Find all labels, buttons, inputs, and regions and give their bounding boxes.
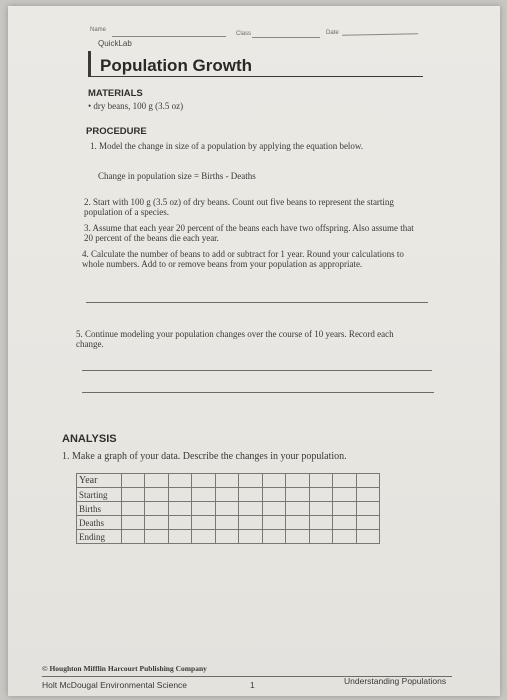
table-cell[interactable] — [239, 474, 262, 488]
worksheet-page — [8, 6, 500, 696]
table-cell[interactable] — [215, 488, 238, 502]
table-cell[interactable] — [333, 530, 356, 544]
table-cell[interactable] — [239, 488, 262, 502]
table-cell[interactable] — [286, 516, 309, 530]
table-row — [77, 474, 380, 488]
population-equation: Change in population size = Births - Deaths — [98, 171, 256, 181]
table-cell[interactable] — [286, 502, 309, 516]
table-cell[interactable] — [286, 488, 309, 502]
table-cell[interactable] — [168, 516, 191, 530]
table-cell[interactable] — [215, 516, 238, 530]
page-number: 1 — [250, 680, 255, 690]
table-cell[interactable] — [262, 530, 285, 544]
table-cell[interactable] — [239, 516, 262, 530]
name-label: Name — [90, 27, 107, 33]
table-cell[interactable] — [192, 474, 215, 488]
table-cell[interactable] — [122, 516, 145, 530]
table-cell[interactable] — [262, 474, 285, 488]
book-title: Holt McDougal Environmental Science — [42, 680, 188, 690]
row-label-year: Year — [77, 474, 122, 488]
table-cell[interactable] — [262, 516, 285, 530]
row-label-births: Births — [77, 502, 122, 516]
table-cell[interactable] — [215, 502, 238, 516]
table-cell[interactable] — [168, 488, 191, 502]
row-label-deaths: Deaths — [77, 516, 122, 530]
page-title: Population Growth — [100, 56, 253, 75]
table-cell[interactable] — [286, 530, 309, 544]
data-table — [76, 473, 380, 544]
table-cell[interactable] — [356, 474, 379, 488]
table-cell[interactable] — [192, 516, 215, 530]
row-label-ending: Ending — [77, 530, 122, 544]
table-cell[interactable] — [239, 530, 262, 544]
table-cell[interactable] — [309, 488, 332, 502]
lab-type-label: QuickLab — [98, 39, 132, 48]
table-cell[interactable] — [356, 516, 379, 530]
class-label: Class — [236, 31, 252, 37]
table-cell[interactable] — [286, 474, 309, 488]
table-cell[interactable] — [239, 502, 262, 516]
procedure-step-5: 5. Continue modeling your population changes over the course of 10 years. Record each change. — [76, 329, 394, 349]
table-cell[interactable] — [356, 530, 379, 544]
procedure-step-2: 2. Start with 100 g (3.5 oz) of dry beans. Count out five beans to represent the starting population of a species. — [84, 197, 394, 217]
answer-line-1 — [86, 302, 428, 303]
table-cell[interactable] — [356, 502, 379, 516]
table-cell[interactable] — [145, 488, 168, 502]
table-cell[interactable] — [262, 488, 285, 502]
table-cell[interactable] — [122, 474, 145, 488]
table-cell[interactable] — [122, 488, 145, 502]
table-cell[interactable] — [145, 530, 168, 544]
table-cell[interactable] — [122, 530, 145, 544]
table-cell[interactable] — [145, 474, 168, 488]
table-cell[interactable] — [168, 530, 191, 544]
table-row — [77, 530, 380, 544]
date-label: Date — [326, 30, 339, 36]
answer-line-3 — [82, 392, 434, 393]
table-cell[interactable] — [168, 502, 191, 516]
table-cell[interactable] — [192, 530, 215, 544]
table-cell[interactable] — [262, 502, 285, 516]
table-cell[interactable] — [192, 502, 215, 516]
procedure-heading: PROCEDURE — [86, 126, 147, 137]
materials-heading: MATERIALS — [88, 88, 143, 99]
table-cell[interactable] — [309, 530, 332, 544]
table-cell[interactable] — [333, 516, 356, 530]
procedure-step-4: 4. Calculate the number of beans to add or subtract for 1 year. Round your calculations to whole numbers. Add to or remove beans from your population as appropriate. — [82, 249, 404, 269]
table-cell[interactable] — [122, 502, 145, 516]
table-row — [77, 488, 380, 502]
table-cell[interactable] — [309, 474, 332, 488]
table-cell[interactable] — [145, 502, 168, 516]
table-cell[interactable] — [309, 502, 332, 516]
table-row — [77, 516, 380, 530]
copyright-text: © Houghton Mifflin Harcourt Publishing Company — [42, 664, 207, 673]
table-row — [77, 502, 380, 516]
class-line — [252, 37, 320, 38]
analysis-question-1: 1. Make a graph of your data. Describe the changes in your population. — [62, 451, 347, 462]
table-cell[interactable] — [215, 474, 238, 488]
answer-line-2 — [82, 370, 432, 371]
table-cell[interactable] — [215, 530, 238, 544]
table-cell[interactable] — [356, 488, 379, 502]
chapter-title: Understanding Populations — [344, 676, 447, 686]
table-cell[interactable] — [145, 516, 168, 530]
table-cell[interactable] — [333, 488, 356, 502]
procedure-step-3: 3. Assume that each year 20 percent of the beans each have two offspring. Also assume that 20 percent of the beans die each year. — [84, 223, 414, 243]
procedure-step-1: 1. Model the change in size of a population by applying the equation below. — [90, 141, 364, 151]
name-line — [112, 36, 226, 37]
table-cell[interactable] — [333, 502, 356, 516]
table-cell[interactable] — [168, 474, 191, 488]
table-cell[interactable] — [309, 516, 332, 530]
materials-item: • dry beans, 100 g (3.5 oz) — [88, 101, 184, 111]
table-cell[interactable] — [333, 474, 356, 488]
row-label-starting: Starting — [77, 488, 122, 502]
table-cell[interactable] — [192, 488, 215, 502]
analysis-heading: ANALYSIS — [62, 433, 117, 445]
